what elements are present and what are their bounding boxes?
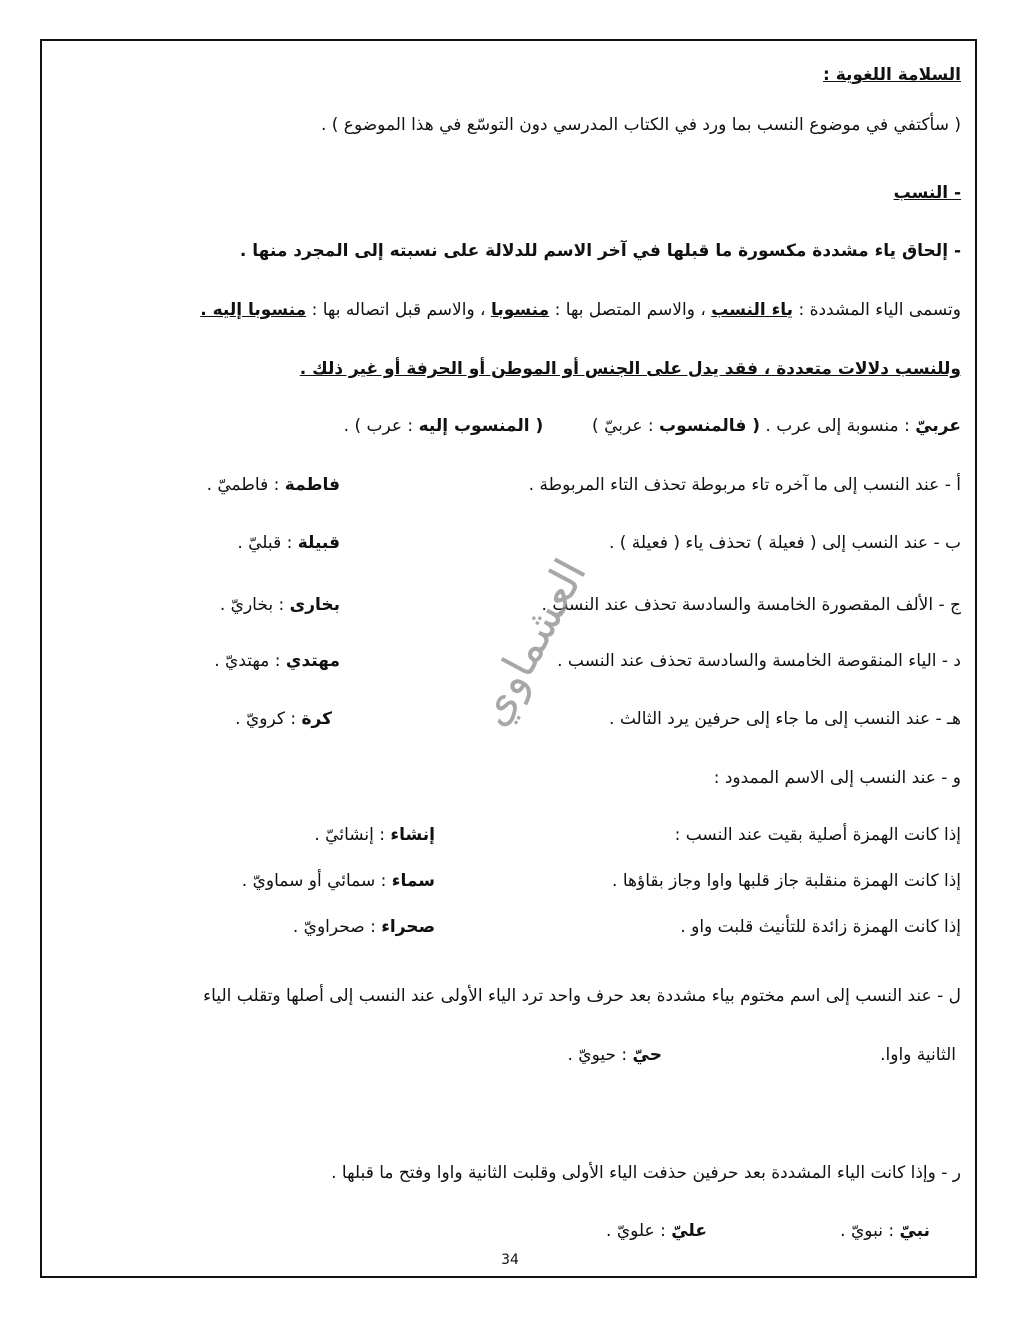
rule-ra-example-2 xyxy=(606,1218,707,1244)
nasab-heading: - النسب xyxy=(893,183,961,203)
naming-prefix: وتسمى الياء المشددة : xyxy=(798,300,961,320)
section-title: السلامة اللغوية : xyxy=(823,65,961,85)
rule-ra-value-2: : علويّ . xyxy=(606,1221,666,1241)
rule-c-example xyxy=(220,592,340,618)
rule-d-text: د - الياء المنقوصة الخامسة والسادسة تحذف عند النسب . xyxy=(557,651,961,671)
rule-h-example xyxy=(235,706,332,732)
meanings-underlined: فقد يدل على الجنس أو الموطن أو الحرفة أو غير ذلك . xyxy=(299,359,758,379)
mamdud-case-1-text: إذا كانت الهمزة أصلية بقيت عند النسب : xyxy=(674,825,961,845)
rule-c-word: بخارى xyxy=(289,595,340,615)
meanings-bold: وللنسب دلالات متعددة ، xyxy=(757,359,961,379)
rule-a-value: : فاطميّ . xyxy=(206,475,280,495)
meanings-line xyxy=(300,356,961,382)
rule-ra-word-2: عليّ xyxy=(671,1221,707,1241)
mamdud-case-2-example xyxy=(242,868,435,894)
mamdud-heading: و - عند النسب إلى الاسم الممدود : xyxy=(713,768,961,788)
example-mansub-ilayh-value: : عرب ) . xyxy=(343,416,414,436)
rule-a-text: أ - عند النسب إلى ما آخره تاء مربوطة تحذف التاء المربوطة . xyxy=(528,475,961,495)
naming-mid2: ، والاسم قبل اتصاله بها : xyxy=(311,300,486,320)
example-word: عربيّ xyxy=(915,416,961,436)
rule-b-word: قبيلة xyxy=(297,533,340,553)
rule-lam-line2: الثانية واوا. xyxy=(880,1045,956,1065)
rule-lam-line1: ل - عند النسب إلى اسم مختوم بياء مشددة بعد حرف واحد ترد الياء الأولى عند النسب إلى أصلها وتقلب الياء xyxy=(203,986,961,1006)
rule-b-example xyxy=(237,530,340,556)
rule-d-value: : مهتديّ . xyxy=(214,651,281,671)
rule-ra-value-1: : نبويّ . xyxy=(840,1221,895,1241)
example-mansub-label: ( فالمنسوب xyxy=(659,416,761,436)
mansub-term: منسوبا xyxy=(490,300,550,320)
rule-b-value: : قبليّ . xyxy=(237,533,293,553)
page-number: 34 xyxy=(501,1252,519,1268)
example-line xyxy=(344,413,961,439)
rule-lam-value: : حيويّ . xyxy=(567,1045,628,1065)
example-rest: : منسوبة إلى عرب . xyxy=(765,416,910,436)
rule-c-value: : بخاريّ . xyxy=(219,595,285,615)
rule-lam-word: حيّ xyxy=(632,1045,662,1065)
rule-a-example xyxy=(207,472,340,498)
rule-ra-example-1 xyxy=(840,1218,930,1244)
rule-ra-word-1: نبيّ xyxy=(899,1221,930,1241)
mamdud-case-2-word: سماء xyxy=(391,871,435,891)
mamdud-case-1-example xyxy=(314,822,435,848)
mamdud-case-3-value: : صحراويّ . xyxy=(292,917,376,937)
ya-nasab-term: ياء النسب xyxy=(711,300,794,320)
mamdud-case-1-word: إنشاء xyxy=(390,825,435,845)
mamdud-case-2-text: إذا كانت الهمزة منقلبة جاز قلبها واوا وجاز بقاؤها . xyxy=(612,871,961,891)
rule-lam-example xyxy=(567,1042,662,1068)
rule-d-example xyxy=(214,648,340,674)
rule-b-text: ب - عند النسب إلى ( فعيلة ) تحذف ياء ( فعيلة ) . xyxy=(608,533,961,553)
naming-line xyxy=(200,297,961,323)
rule-d-word: مهتدي xyxy=(285,651,340,671)
mamdud-case-2-value: : سمائي أو سماويّ . xyxy=(241,871,387,891)
example-mansub-ilayh-label: ( المنسوب إليه xyxy=(418,416,544,436)
rule-h-value: : كرويّ . xyxy=(235,709,297,729)
rule-h-word: كرة xyxy=(301,709,332,729)
rule-c-text: ج - الألف المقصورة الخامسة والسادسة تحذف عند النسب . xyxy=(541,595,961,615)
mamdud-case-3-word: صحراء xyxy=(381,917,435,937)
rule-h-text: هـ - عند النسب إلى ما جاء إلى حرفين يرد الثالث . xyxy=(609,709,961,729)
naming-mid1: ، والاسم المتصل بها : xyxy=(554,300,706,320)
watermark: العشماوي xyxy=(466,550,597,735)
example-mansub-value: : عربيّ ) xyxy=(592,416,654,436)
definition: - إلحاق ياء مشددة مكسورة ما قبلها في آخر الاسم للدلالة على نسبته إلى المجرد منها . xyxy=(239,241,961,261)
intro-note: ( سأكتفي في موضوع النسب بما ورد في الكتاب المدرسي دون التوسّع في هذا الموضوع ) . xyxy=(320,115,961,135)
rule-a-word: فاطمة xyxy=(284,475,340,495)
mamdud-case-1-value: : إنشائيّ . xyxy=(314,825,385,845)
rule-ra-text: ر - وإذا كانت الياء المشددة بعد حرفين حذفت الياء الأولى وقلبت الثانية واوا وفتح ما قبلها . xyxy=(331,1163,961,1183)
mamdud-case-3-example xyxy=(293,914,435,940)
mamdud-case-3-text: إذا كانت الهمزة زائدة للتأنيث قلبت واو . xyxy=(680,917,961,937)
mansub-ilayh-term: منسوبا إليه . xyxy=(200,300,307,320)
